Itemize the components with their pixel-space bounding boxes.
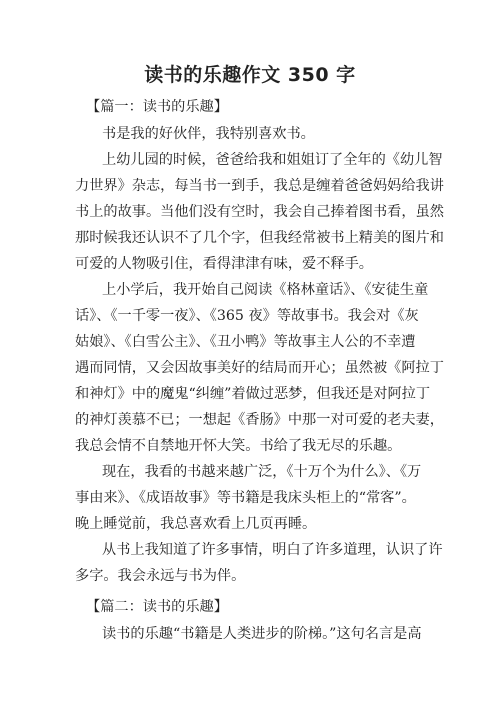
document-title: 读书的乐趣作文 350 字 <box>144 64 356 86</box>
paragraph-line: 多字。我会永远与书为伴。 <box>75 568 246 584</box>
paragraph-line: 和神灯》中的魔鬼“纠缠”着做过恶梦，但我还是对阿拉丁 <box>75 386 431 402</box>
paragraph-line: 上幼儿园的时候，爸爸给我和姐姐订了全年的《幼儿智 <box>102 152 443 168</box>
paragraph-line: 晚上睡觉前，我总喜欢看上几页再睡。 <box>75 516 317 532</box>
paragraph-line: 书是我的好伙伴，我特别喜欢书。 <box>102 126 315 142</box>
paragraph-line: 可爱的人物吸引住，看得津津有味，爱不释手。 <box>75 256 373 272</box>
paragraph-line: 遇而同情，又会因故事美好的结局而开心；虽然被《阿拉丁 <box>75 360 444 376</box>
paragraph-line: 姑娘》、《白雪公主》、《丑小鸭》等故事主人公的不幸遭 <box>75 334 416 350</box>
paragraph-line: 上小学后，我开始自己阅读《格林童话》、《安徒生童 <box>102 282 429 298</box>
paragraph-line: 从书上我知道了许多事情，明白了许多道理，认识了许 <box>102 542 443 558</box>
section-heading-2: 【篇二：读书的乐趣】 <box>86 599 228 615</box>
paragraph-line: 书上的故事。当他们没有空时，我会自己捧着图书看，虽然 <box>75 204 444 220</box>
paragraph-line: 我总会情不自禁地开怀大笑。书给了我无尽的乐趣。 <box>75 438 402 454</box>
paragraph-line: 话》、《一千零一夜》、《365 夜》等故事书。我会对《灰 <box>75 308 419 324</box>
paragraph-line: 那时候我还认识不了几个字，但我经常被书上精美的图片和 <box>75 230 444 246</box>
section-heading-1: 【篇一：读书的乐趣】 <box>86 99 228 115</box>
paragraph-line: 读书的乐趣“书籍是人类进步的阶梯。”这句名言是高 <box>102 626 422 642</box>
paragraph-line: 事由来》、《成语故事》等书籍是我床头柜上的“常客”。 <box>75 490 416 506</box>
paragraph-line: 的神灯羡慕不已；一想起《香肠》中那一对可爱的老夫妻， <box>75 412 444 428</box>
paragraph-line: 现在，我看的书越来越广泛，《十万个为什么》、《万 <box>102 464 422 480</box>
paragraph-line: 力世界》杂志，每当书一到手，我总是缠着爸爸妈妈给我讲 <box>75 178 444 194</box>
